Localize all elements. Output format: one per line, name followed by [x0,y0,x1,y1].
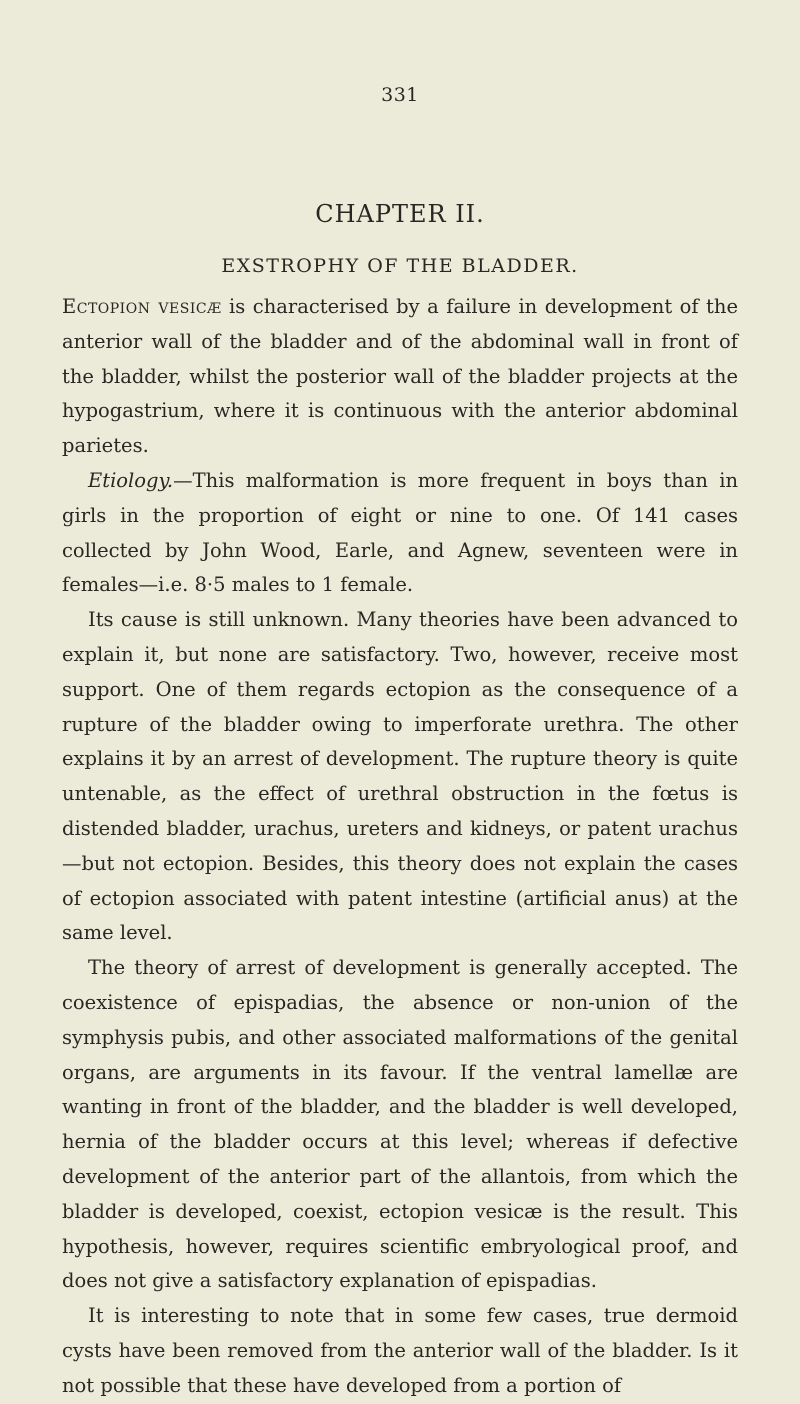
section-title: EXSTROPHY OF THE BLADDER. [221,255,579,277]
paragraph-1 [62,290,738,464]
paragraph-5: It is interesting to note that in some few cases, true dermoid cysts have been removed from the anterior wall of the bladder. Is it not possible that these have developed from a portion of [62,1304,738,1397]
body-text [62,290,738,1404]
paragraph-3: Its cause is still unknown. Many theories have been advanced to explain it, but none are satisfactory. Two, however, receive most support. One of them regards ectopion as the consequence of a rupture of the bladder owing to imperforate urethra. The other explains it by an arrest of development. The rupture theory is quite untenable, as the effect of urethral obstruction in the fœtus is distended bladder, urachus, ureters and kidneys, or patent urachus—but not ectopion. Besides, this theory does not explain the cases of ectopion associated with patent intestine (artificial anus) at the same level. [62,608,738,945]
paragraph-1-lead: Ectopion vesicæ [62,295,222,318]
chapter-heading: CHAPTER II. [315,200,485,228]
paragraph-2-text: —This malformation is more frequent in boys than in girls in the proportion of eight or nine to one. Of 141 cases collected by John Wood, Earle, and Agnew, seventeen were in females—i.e. 8·5 males to 1 female. [62,468,738,597]
paragraph-2-lead: Etiology. [88,468,174,492]
paragraph-2 [62,464,738,603]
page-number: 331 [381,84,419,106]
paragraph-4: The theory of arrest of development is generally accepted. The coexistence of epispadias, the absence or non-union of the symphysis pubis, and other associated malformations of the genital organs, are arguments in its favour. If the ventral lamellæ are wanting in front of the bladder, and the bladder is well developed, hernia of the bladder occurs at this level; whereas if defective development of the anterior part of the allantois, from which the bladder is developed, coexist, ectopion vesicæ is the result. This hypothesis, however, requires scientific embryological proof, and does not give a satisfactory explanation of epispadias. [62,956,738,1293]
paragraph-1-text: is characterised by a failure in development of the anterior wall of the bladder and of the abdominal wall in front of the bladder, whilst the posterior wall of the bladder projects at the hypogastrium, where it is continuous with the anterior abdominal parietes. [62,295,738,458]
